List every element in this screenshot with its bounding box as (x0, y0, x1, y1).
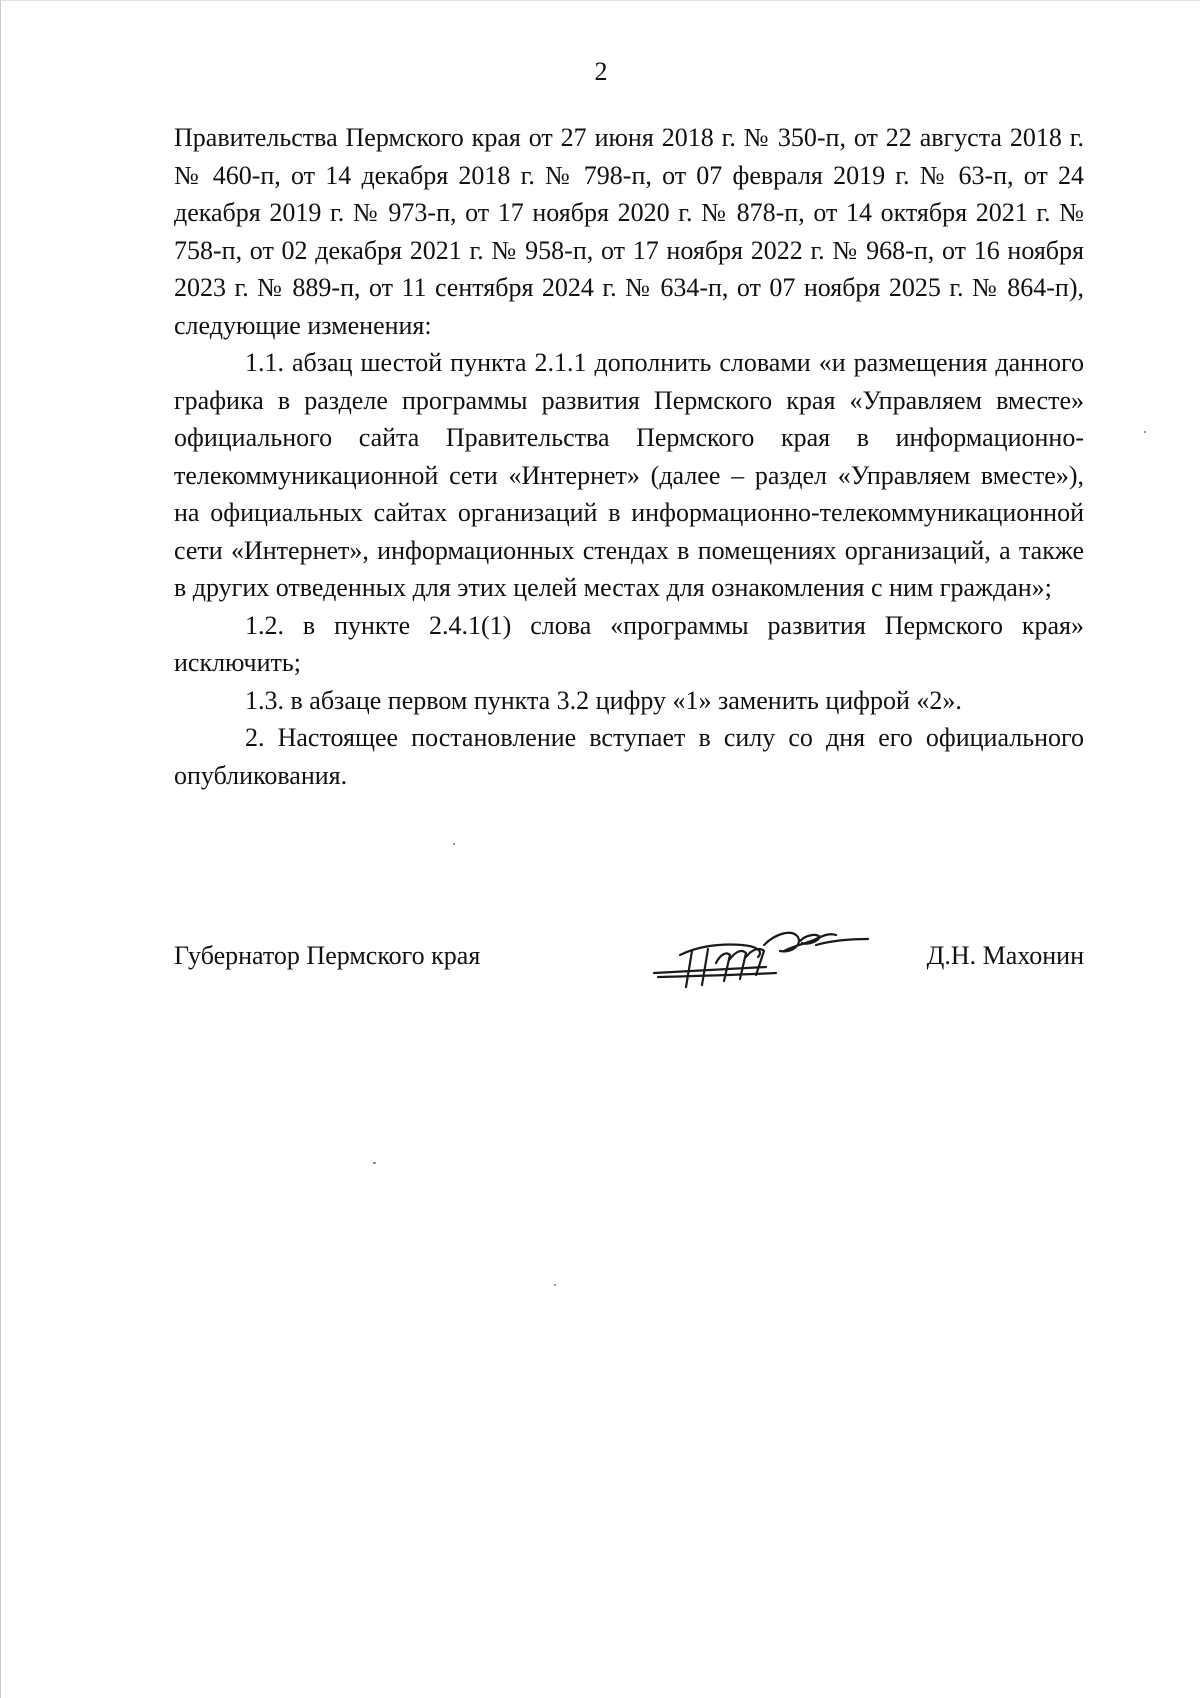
page-number: 2 (594, 57, 608, 86)
paragraph-item-2: 2. Настоящее постановление вступает в силу со дня его официального опубликования. (174, 723, 1084, 790)
signer-name: Д.Н. Махонин (926, 941, 1084, 970)
paragraph-intro: Правительства Пермского края от 27 июня 2018 г. № 350-п, от 22 августа 2018 г. № 460-п, от 14 декабря 2018 г. № 798-п, от 07 февраля 2019 г. № 63-п, от 24 декабря 2019 г. № 973-п, от 17 ноября 2020 г. № 878-п, от 14 октября 2021 г. № 758-п, от 02 декабря 2021 г. № 958-п, от 17 ноября 2022 г. № 968-п, от 16 ноября 2023 г. № 889-п, от 11 сентября 2024 г. № 634-п, от 07 ноября 2025 г. № 864-п), следующие изменения: (174, 123, 1084, 340)
document-body (174, 119, 1084, 794)
signature-block (174, 937, 1084, 997)
signer-title: Губернатор Пермского края (174, 941, 481, 970)
scan-speck (373, 1162, 376, 1164)
paragraph-item-1-3: 1.3. в абзаце первом пункта 3.2 цифру «1» заменить цифрой «2». (245, 685, 962, 715)
scan-speck (453, 843, 455, 845)
paragraph-item-1-1: 1.1. абзац шестой пункта 2.1.1 дополнить словами «и размещения данного графика в разделе программы развития Пермского края «Управляем вместе» официального сайта Правительства Пермского края в информационно-телекоммуникационной сети «Интернет» (далее – раздел «Управляем вместе»), на официальных сайтах организаций в информационно-телекоммуникационной сети «Интернет», информационных стендах в помещениях организаций, а также в других отведенных для этих целей местах для ознакомления с ним граждан»; (174, 348, 1084, 602)
paragraph-item-1-2: 1.2. в пункте 2.4.1(1) слова «программы развития Пермского края» исключить; (174, 610, 1084, 677)
scan-speck (554, 1284, 556, 1286)
handwritten-signature-icon (646, 915, 886, 995)
scan-speck (1144, 431, 1146, 433)
